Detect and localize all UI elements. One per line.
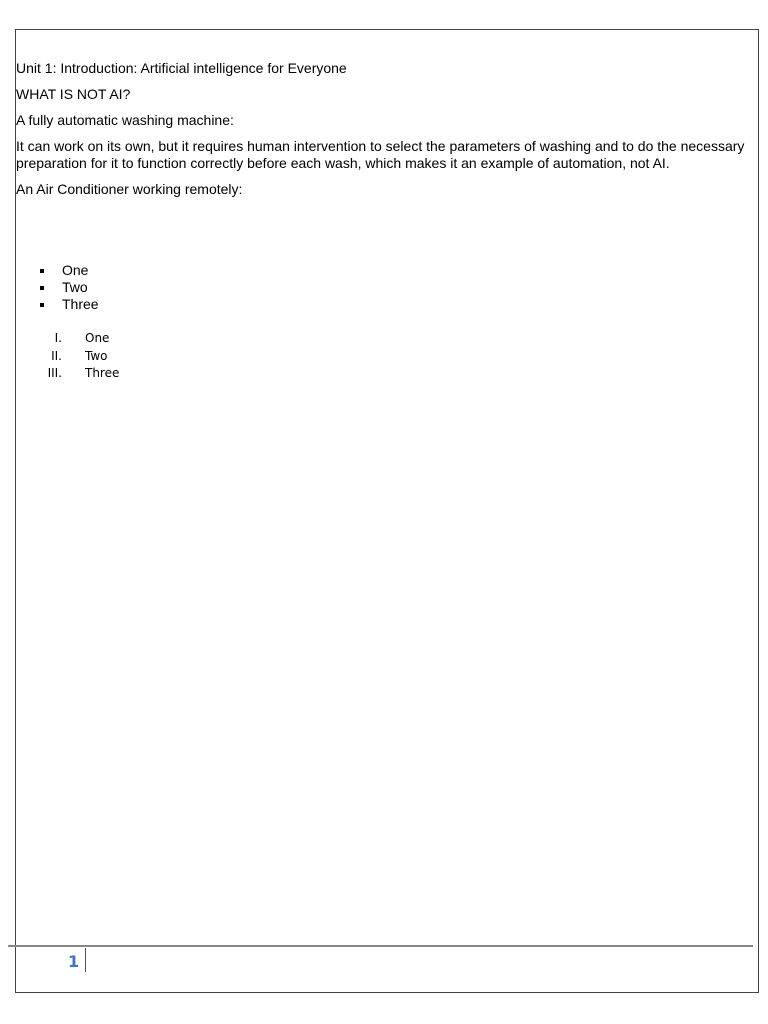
list-item [16,348,108,366]
section-heading: WHAT IS NOT AI? [16,86,131,102]
list-item-text: One [62,262,89,278]
page-number-divider [85,948,86,972]
page-number: 1 [68,952,80,971]
document-body [16,60,756,207]
list-item-text: Two [62,279,88,295]
washing-machine-heading: A fully automatic washing machine: [16,112,234,128]
square-bullet-icon [40,303,44,307]
list-item [16,296,99,313]
list-item-text: Three [85,366,120,380]
list-item-text: Two [85,348,108,363]
washing-machine-description: It can work on its own, but it requires human intervention to select the parameters of washing and to do the necessary preparation for it to function correctly before each wash, which makes it an example of automation, not AI. [16,138,745,171]
square-bullet-icon [40,269,44,273]
list-item [16,365,120,383]
list-numeral: I. [54,331,62,345]
footer-divider [8,945,753,947]
list-item-text: One [85,331,110,345]
list-item-text: Three [62,296,99,312]
square-bullet-icon [40,286,44,290]
list-numeral: II. [51,348,62,363]
list-item [16,262,99,279]
unit-title: Unit 1: Introduction: Artificial intelligence for Everyone [16,60,347,76]
list-numeral: III. [47,366,62,380]
bullet-list [16,262,99,313]
roman-numeral-list [16,330,120,383]
air-conditioner-heading: An Air Conditioner working remotely: [16,181,243,197]
list-item [16,330,110,348]
list-item [16,279,99,296]
